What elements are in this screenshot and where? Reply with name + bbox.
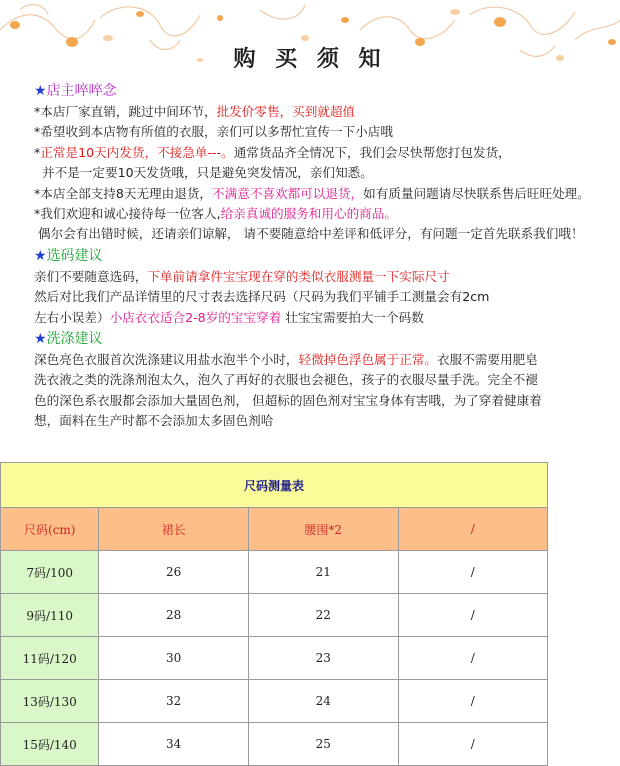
header-waist: 腰围*2 — [248, 508, 398, 551]
cell-extra: / — [398, 594, 547, 637]
star-icon: ★ — [34, 330, 47, 347]
cell-skirt-length: 30 — [99, 637, 249, 680]
store-line-1: *本店厂家直销，跳过中间环节，批发价零售，买到就超值 — [34, 104, 356, 119]
notice-content — [34, 80, 620, 431]
size-line-1: 亲们不要随意选码，下单前请拿件宝宝现在穿的类似衣服测量一下实际尺寸 — [34, 268, 450, 284]
cell-extra: / — [398, 723, 547, 766]
cell-waist: 22 — [248, 594, 398, 637]
table-row — [1, 680, 548, 723]
store-line-3: *正常是10天内发货，不接急单---。通常货品齐全情况下，我们会尽快帮您打包发货， — [34, 144, 511, 160]
cell-waist: 21 — [248, 551, 398, 594]
cell-size: 11码/120 — [1, 637, 99, 680]
table-row — [1, 551, 548, 594]
table-row — [1, 637, 548, 680]
store-line-4: 并不是一定要10天发货哦，只是避免突发情况，亲们知悉。 — [42, 165, 373, 181]
size-line-2: 然后对比我们产品详情里的尺寸表去选择尺码（尺码为我们平铺手工测量会有2cm — [34, 289, 490, 305]
store-line-6: *我们欢迎和诚心接待每一位客人,给亲真诚的服务和用心的商品。 — [34, 205, 397, 221]
cell-size: 9码/110 — [1, 594, 99, 637]
cell-size: 7码/100 — [1, 551, 99, 594]
table-row — [1, 594, 548, 637]
cell-size: 13码/130 — [1, 680, 99, 723]
page-title: 购 买 须 知 — [233, 47, 387, 72]
table-header-row — [1, 508, 548, 551]
header-extra: / — [398, 508, 547, 551]
size-chart-table — [0, 462, 548, 766]
cell-waist: 23 — [248, 637, 398, 680]
cell-skirt-length: 34 — [99, 723, 249, 766]
store-line-7: 偶尔会有出错时候，还请亲们谅解， 请不要随意给中差评和低评分，有问题一定首先联系我们哦！ — [38, 226, 584, 242]
table-caption: 尺码测量表 — [1, 463, 548, 508]
size-line-3: 左右小误差）小店衣衣适合2-8岁的宝宝穿着 壮宝宝需要拍大一个码数 — [34, 309, 424, 325]
header-skirt-length: 裙长 — [99, 508, 249, 551]
section-heading-store: ★店主啐啐念 — [34, 83, 117, 99]
wash-line-2: 洗衣液之类的洗涤剂泡太久，泡久了再好的衣服也会褪色，孩子的衣服尽量手洗。完全不褪 — [34, 372, 538, 388]
cell-extra: / — [398, 637, 547, 680]
cell-skirt-length: 28 — [99, 594, 249, 637]
cell-waist: 24 — [248, 680, 398, 723]
section-heading-size: ★选码建议 — [34, 247, 103, 264]
table-row — [1, 723, 548, 766]
store-line-5: *本店全部支持8天无理由退货，不满意不喜欢都可以退货，如有质量问题请尽快联系售后旺旺处理。 — [34, 185, 590, 201]
header-size: 尺码(cm) — [1, 508, 99, 551]
star-icon: ★ — [34, 83, 47, 99]
table-caption-row — [1, 463, 548, 508]
store-line-2: *希望收到本店物有所值的衣服，亲们可以多帮忙宣传一下小店哦 — [34, 124, 393, 140]
cell-extra: / — [398, 551, 547, 594]
wash-line-4: 想，面料在生产时都不会添加太多固色剂哈 — [34, 413, 274, 429]
star-icon: ★ — [34, 247, 47, 264]
section-heading-wash: ★洗涤建议 — [34, 330, 103, 347]
wash-line-1: 深色亮色衣服首次洗涤建议用盐水泡半个小时，轻微掉色浮色属于正常。衣服不需要用肥皂 — [34, 351, 538, 367]
cell-waist: 25 — [248, 723, 398, 766]
cell-size: 15码/140 — [1, 723, 99, 766]
cell-skirt-length: 26 — [99, 551, 249, 594]
wash-line-3: 色的深色系衣服都会添加大量固色剂， 但超标的固色剂对宝宝身体有害哦，为了穿着健康着 — [34, 392, 542, 408]
cell-skirt-length: 32 — [99, 680, 249, 723]
cell-extra: / — [398, 680, 547, 723]
